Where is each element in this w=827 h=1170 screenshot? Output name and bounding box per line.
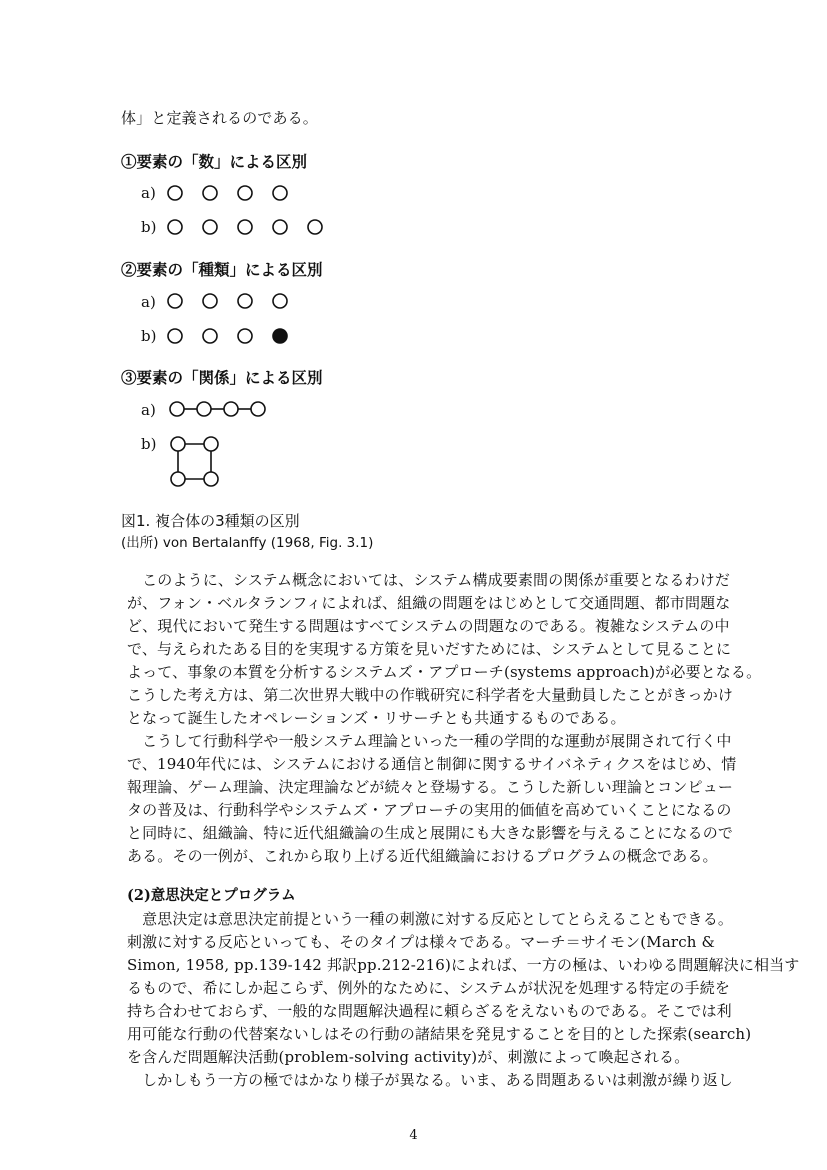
text-line: を含んだ問題解決活動(problem-solving activity)が、刺激によって喚起される。 [127, 1048, 690, 1066]
row-label-count-b: b) [141, 218, 157, 236]
element-circle [273, 220, 287, 234]
row-label-kind-b: b) [141, 327, 157, 345]
text-line: ど、現代において発生する問題はすべてシステムの問題なのである。複雑なシステムの中 [127, 617, 730, 635]
text-line: 意思決定は意思決定前提という一種の刺激に対する反応としてとらえることもできる。 [127, 910, 734, 928]
text-line: ある。その一例が、これから取り上げる近代組織論におけるプログラムの概念である。 [127, 847, 718, 865]
text-line: タの普及は、行動科学やシステムズ・アプローチの実用的価値を高めていくことになるの [127, 801, 732, 819]
element-circle [203, 329, 217, 343]
element-circle [238, 186, 252, 200]
element-circle [171, 437, 185, 451]
figure-heading-count: ①要素の「数」による区別 [121, 152, 308, 171]
element-circle [168, 186, 182, 200]
text-line: るもので、希にしか起こらず、例外的なために、システムが状況を処理する特定の手続を [127, 979, 731, 997]
text-line: で、1940年代には、システムにおける通信と制御に関するサイバネティクスをはじめ、情 [127, 755, 737, 773]
element-circle [168, 220, 182, 234]
text-line: こうした考え方は、第二次世界大戦中の作戦研究に科学者を大量動員したことがきっかけ [127, 686, 734, 704]
text-line: このように、システム概念においては、システム構成要素間の関係が重要となるわけだ [127, 571, 731, 589]
element-circle [204, 472, 218, 486]
text-line: 刺激に対する反応といっても、そのタイプは様々である。マーチ＝サイモン(March & [127, 933, 716, 951]
text-line: Simon, 1958, pp.139-142 邦訳pp.212-216)によれば、一方の極は、いわゆる問題解決に相当す [127, 956, 800, 974]
figure-caption: 図1. 複合体の3種類の区別 [121, 512, 300, 530]
element-circle [203, 220, 217, 234]
figure-heading-kind: ②要素の「種類」による区別 [121, 260, 323, 279]
text-line: よって、事象の本質を分析するシステムズ・アプローチ(systems approach)が必要となる。 [127, 663, 762, 681]
element-circle [273, 186, 287, 200]
element-circle [168, 329, 182, 343]
figure-heading-relation: ③要素の「関係」による区別 [121, 368, 323, 387]
text-line: こうして行動科学や一般システム理論といった一種の学問的な運動が展開されて行く中 [127, 732, 732, 750]
text-line: と同時に、組織論、特に近代組織論の生成と展開にも大きな影響を与えることになるので [127, 824, 734, 842]
row-label-relation-a: a) [141, 401, 156, 419]
text-line: 用可能な行動の代替案ないしはその行動の諸結果を発見することを目的とした探索(search) [127, 1025, 752, 1043]
text-line: となって誕生したオペレーションズ・リサーチとも共通するものである。 [127, 709, 626, 727]
intro-line: 体」と定義されるのである。 [121, 109, 318, 127]
text-line: しかしもう一方の極ではかなり様子が異なる。いま、ある問題あるいは刺激が繰り返し [127, 1071, 734, 1089]
element-circle [308, 220, 322, 234]
figure-source: (出所) von Bertalanffy (1968, Fig. 3.1) [121, 535, 374, 551]
filled-element-circle [273, 329, 287, 343]
element-circle [203, 294, 217, 308]
element-circle [238, 329, 252, 343]
text-line: が、フォン・ベルタランフィによれば、組織の問題をはじめとして交通問題、都市問題な [127, 594, 731, 612]
row-label-kind-a: a) [141, 293, 156, 311]
element-circle [224, 402, 238, 416]
element-circle [238, 294, 252, 308]
element-circle [197, 402, 211, 416]
page-number: 4 [409, 1128, 418, 1143]
element-circle [251, 402, 265, 416]
section-heading: (2)意思決定とプログラム [127, 887, 296, 904]
element-circle [238, 220, 252, 234]
row-label-relation-b: b) [141, 435, 157, 453]
element-circle [171, 472, 185, 486]
element-circle [204, 437, 218, 451]
element-circle [170, 402, 184, 416]
element-circle [203, 186, 217, 200]
text-line: 報理論、ゲーム理論、決定理論などが続々と登場する。こうした新しい理論とコンピュー [127, 778, 734, 796]
row-label-count-a: a) [141, 184, 156, 202]
text-line: 持ち合わせておらず、一般的な問題解決過程に頼らざるをえないものである。そこでは利 [127, 1002, 732, 1020]
element-circle [273, 294, 287, 308]
text-line: で、与えられたある目的を実現する方策を見いだすためには、システムとして見ることに [127, 640, 732, 658]
element-circle [168, 294, 182, 308]
